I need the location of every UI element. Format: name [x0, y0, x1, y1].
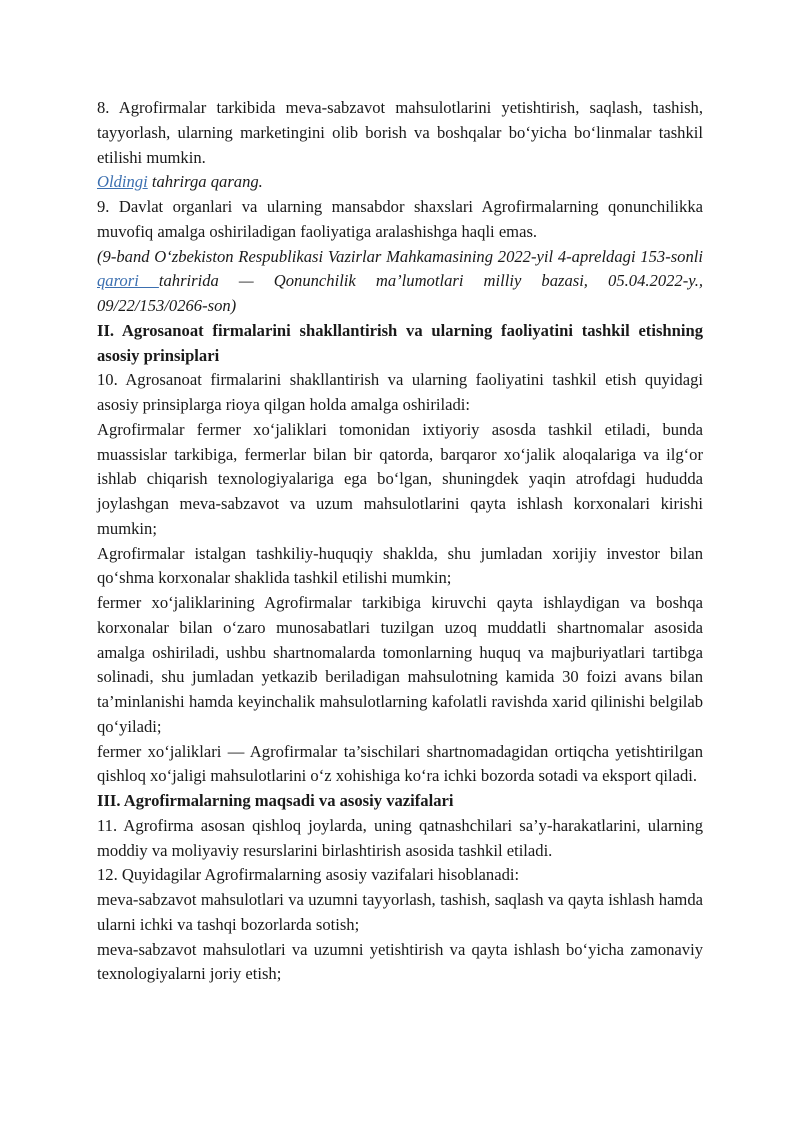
paragraph-10-item-4: fermer xo‘jaliklari — Agrofirmalar ta’sischilari shartnomadagidan ortiqcha yetishtirilgan qishloq xo‘jaligi mahsulotlarini o‘z xohishiga ko‘ra ichki bozorda sotadi va eksport qiladi. [97, 741, 703, 786]
previous-edition-note [97, 170, 703, 195]
paragraph-12-item-2: meva-sabzavot mahsulotlari va uzumni yetishtirish va qayta ishlash bo‘yicha zamonaviy texnologiyalarni joriy etish; [97, 939, 703, 984]
paragraph-10-item-2: Agrofirmalar istalgan tashkiliy-huquqiy shaklda, shu jumladan xorijiy investor bilan qo‘shma korxonalar shaklida tashkil etilishi mumkin; [97, 543, 703, 588]
paragraph-9: 9. Davlat organlari va ularning mansabdor shaxslari Agrofirmalarning qonunchilikka muvofiq amalga oshiriladigan faoliyatiga aralashishga haqli emas. [97, 197, 703, 241]
paragraph-10-item-3: fermer xo‘jaliklarining Agrofirmalar tarkibiga kiruvchi qayta ishlaydigan va boshqa korxonalar bilan o‘zaro munosabatlari tuzilgan uzoq muddatli shartnomalar asosida amalga oshiriladi, ushbu shartnomalarda tomonlarning huquq va majburiyatlari tartibga solinadi, shu jumladan yetkazib beriladigan mahsulotning kamida 30 foizi avans bilan ta’minlanishi hamda keyinchalik mahsulotlarning kafolatli ravishda xarid qilinishi belgilab qo‘yiladi; [97, 593, 703, 736]
previous-edition-link[interactable]: Oldingi [97, 172, 148, 192]
amendment-note [97, 245, 703, 319]
amendment-note-text-after: tahririda — Qonunchilik ma’lumotlari milliy bazasi, 05.04.2022-y., 09/22/153/0266-son) [97, 271, 703, 315]
paragraph-10: 10. Agrosanoat firmalarini shakllantirish va ularning faoliyatini tashkil etish quyidagi asosiy prinsiplarga rioya qilgan holda amalga oshiriladi: [97, 370, 703, 414]
section-3-heading: III. Agrofirmalarning maqsadi va asosiy vazifalari [97, 791, 454, 810]
document-page [97, 96, 703, 987]
resolution-link[interactable]: qarori [97, 271, 159, 291]
amendment-note-text-before: (9-band O‘zbekiston Respublikasi Vazirlar Mahkamasining 2022-yil 4-apreldagi 153-sonli [97, 246, 703, 266]
previous-edition-note-text: tahrirga qarang. [147, 172, 263, 192]
section-2-heading: II. Agrosanoat firmalarini shakllantirish va ularning faoliyatini tashkil etishning asosiy prinsiplari [97, 320, 703, 365]
paragraph-11: 11. Agrofirma asosan qishloq joylarda, uning qatnashchilari sa’y-harakatlarini, ularning moddiy va moliyaviy resurslarini birlashtirish asosida tashkil etiladi. [97, 815, 703, 860]
paragraph-12: 12. Quyidagilar Agrofirmalarning asosiy vazifalari hisoblanadi: [97, 865, 520, 885]
paragraph-12-item-1: meva-sabzavot mahsulotlari va uzumni tayyorlash, tashish, saqlash va qayta ishlash hamda ularni ichki va tashqi bozorlarda sotish; [97, 890, 703, 934]
paragraph-8: 8. Agrofirmalar tarkibida meva-sabzavot mahsulotlarini yetishtirish, saqlash, tashish, tayyorlash, ularning marketingini olib borish va boshqalar bo‘yicha bo‘linmalar tashkil etilishi mumkin. [97, 98, 703, 167]
paragraph-10-item-1: Agrofirmalar fermer xo‘jaliklari tomonidan ixtiyoriy asosda tashkil etiladi, bunda muassislar tarkibiga, fermerlar bilan bir qatorda, barqaror xo‘jalik aloqalariga va ilg‘or ishlab chiqarish texnologiyalariga ega bo‘lgan, shuningdek yaqin atrofdagi hududda joylashgan meva-sabzavot va uzum mahsulotlarini qayta ishlash korxonalari kirishi mumkin; [97, 419, 703, 538]
